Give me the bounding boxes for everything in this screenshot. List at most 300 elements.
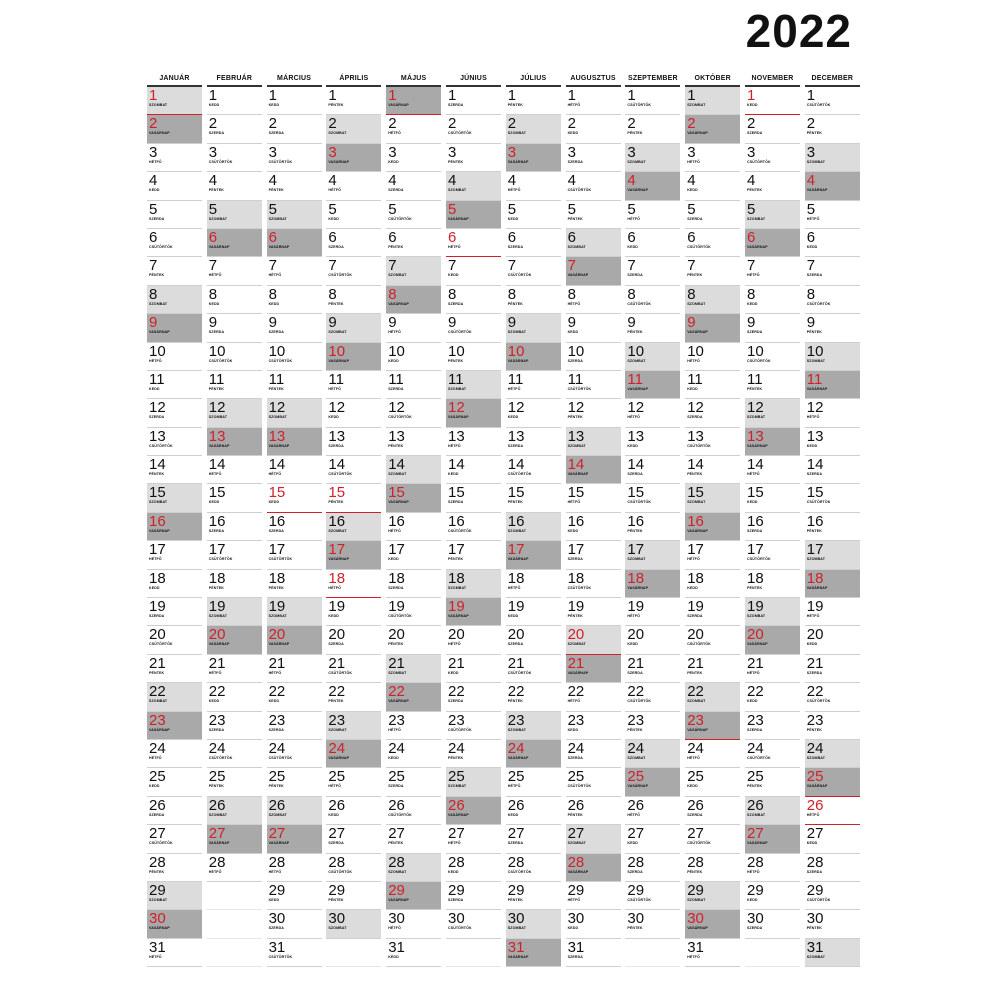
day-cell	[147, 314, 202, 342]
weekday-name: CSÜTÖRTÖK	[627, 897, 652, 902]
day-cell	[446, 484, 501, 512]
day-number: 18	[627, 569, 645, 587]
day-cell	[386, 939, 441, 967]
day-cell	[805, 910, 860, 938]
weekday-name: SZOMBAT	[328, 131, 347, 136]
weekday-name: PÉNTEK	[268, 585, 284, 590]
day-number: 24	[149, 739, 166, 757]
day-cell	[147, 939, 202, 967]
day-number: 8	[208, 285, 218, 303]
day-cell	[207, 854, 262, 882]
weekday-name: SZERDA	[328, 244, 344, 249]
day-number: 22	[567, 683, 585, 701]
weekday-name: SZOMBAT	[567, 642, 586, 647]
day-cell	[685, 683, 740, 711]
day-number: 18	[149, 569, 166, 587]
day-number: 5	[687, 200, 696, 218]
weekday-name: SZERDA	[149, 614, 165, 619]
weekday-name: VASÁRNAP	[448, 415, 469, 420]
day-cell	[805, 570, 860, 598]
day-number: 24	[687, 739, 704, 757]
weekday-name: HÉTFŐ	[328, 188, 342, 193]
day-number: 14	[268, 456, 286, 474]
day-number: 16	[328, 512, 346, 530]
day-cell	[625, 598, 680, 626]
day-number: 8	[448, 285, 457, 303]
weekday-name: KEDD	[149, 188, 160, 193]
day-number: 28	[507, 853, 525, 871]
weekday-name: SZOMBAT	[388, 670, 407, 675]
day-cell	[506, 172, 561, 200]
day-cell	[685, 825, 740, 853]
weekday-name: SZOMBAT	[149, 500, 168, 505]
day-cell	[506, 626, 561, 654]
weekday-name: KEDD	[627, 443, 638, 448]
day-cell	[386, 797, 441, 825]
weekday-name: PÉNTEK	[687, 273, 703, 278]
day-number: 28	[268, 853, 286, 871]
day-number: 22	[747, 683, 764, 701]
day-cell	[267, 541, 322, 569]
day-number: 10	[328, 342, 346, 360]
day-cell	[745, 456, 800, 484]
day-cell	[506, 570, 561, 598]
day-number: 20	[448, 626, 465, 644]
weekday-name: SZERDA	[567, 755, 583, 760]
day-cell	[326, 541, 381, 569]
day-cell	[267, 825, 322, 853]
day-cell	[805, 201, 860, 229]
weekday-name: CSÜTÖRTÖK	[388, 216, 412, 221]
day-number: 28	[328, 853, 346, 871]
day-cell	[805, 740, 860, 768]
weekday-name: PÉNTEK	[328, 500, 344, 505]
day-cell	[326, 626, 381, 654]
day-number: 7	[149, 257, 158, 275]
day-cell	[446, 683, 501, 711]
month-column	[207, 74, 262, 967]
day-cell	[625, 683, 680, 711]
day-cell	[566, 172, 621, 200]
day-number: 18	[806, 569, 824, 587]
day-number: 1	[747, 87, 756, 104]
weekday-name: KEDD	[806, 642, 818, 647]
day-cell	[446, 343, 501, 371]
day-cell	[506, 484, 561, 512]
day-number: 1	[567, 87, 576, 104]
day-number: 4	[747, 172, 756, 190]
day-cell	[207, 87, 262, 115]
day-number: 27	[687, 825, 704, 843]
day-cell	[446, 854, 501, 882]
weekday-name: VASÁRNAP	[687, 727, 708, 732]
day-cell	[326, 456, 381, 484]
day-number: 24	[448, 739, 465, 757]
weekday-name: SZERDA	[567, 954, 583, 959]
weekday-name: CSÜTÖRTÖK	[328, 869, 353, 874]
day-cell	[147, 513, 202, 541]
day-number: 13	[268, 427, 286, 445]
day-cell	[566, 740, 621, 768]
day-number: 4	[268, 172, 277, 190]
weekday-name: HÉTFŐ	[806, 812, 820, 817]
day-cell	[685, 797, 740, 825]
day-number: 2	[388, 115, 397, 133]
day-cell	[745, 343, 800, 371]
day-cell	[506, 882, 561, 910]
day-number: 17	[507, 541, 525, 559]
weekday-name: KEDD	[747, 500, 758, 505]
day-cell	[745, 87, 800, 115]
month-name: DECEMBER	[811, 75, 854, 82]
day-number: 5	[149, 200, 158, 218]
day-number: 5	[388, 200, 397, 218]
day-number: 10	[149, 342, 166, 360]
day-cell	[326, 683, 381, 711]
weekday-name: SZOMBAT	[507, 131, 526, 136]
day-cell	[805, 939, 860, 967]
day-number: 18	[268, 569, 286, 587]
day-cell	[326, 399, 381, 427]
day-number: 13	[448, 427, 465, 445]
day-number: 29	[747, 881, 764, 899]
day-cell	[625, 655, 680, 683]
weekday-name: KEDD	[507, 415, 519, 420]
day-number: 21	[328, 654, 346, 672]
day-cell	[685, 229, 740, 257]
day-number: 26	[806, 796, 824, 814]
day-number: 9	[687, 314, 696, 332]
weekday-name: PÉNTEK	[806, 528, 822, 533]
day-cell	[685, 144, 740, 172]
year-title: 2022	[745, 5, 852, 57]
day-cell	[685, 399, 740, 427]
weekday-name: VASÁRNAP	[806, 188, 828, 193]
weekday-name: VASÁRNAP	[806, 784, 828, 789]
day-cell	[267, 286, 322, 314]
day-cell	[267, 598, 322, 626]
day-number: 27	[149, 825, 166, 843]
day-cell	[386, 683, 441, 711]
weekday-name: KEDD	[627, 841, 638, 846]
day-number: 7	[567, 257, 576, 275]
day-cell	[267, 172, 322, 200]
day-number: 27	[627, 825, 645, 843]
day-cell	[506, 201, 561, 229]
day-number: 27	[507, 825, 525, 843]
day-number: 18	[208, 569, 226, 587]
day-cell	[386, 882, 441, 910]
weekday-name: SZERDA	[747, 131, 763, 136]
day-cell	[625, 144, 680, 172]
day-cell	[625, 399, 680, 427]
weekday-name: PÉNTEK	[448, 159, 464, 164]
weekday-name: CSÜTÖRTÖK	[268, 954, 293, 959]
weekday-name: KEDD	[687, 784, 698, 789]
day-number: 5	[627, 200, 636, 218]
weekday-name: CSÜTÖRTÖK	[448, 330, 472, 335]
day-cell	[446, 172, 501, 200]
day-cell	[805, 229, 860, 257]
weekday-name: PÉNTEK	[747, 784, 763, 789]
weekday-name: PÉNTEK	[747, 386, 763, 391]
day-number: 21	[627, 654, 645, 672]
day-cell	[566, 456, 621, 484]
weekday-name: CSÜTÖRTÖK	[806, 301, 831, 306]
day-number: 11	[149, 370, 165, 388]
day-number: 29	[448, 881, 465, 899]
day-number: 19	[328, 598, 346, 616]
day-cell	[207, 825, 262, 853]
weekday-name: VASÁRNAP	[507, 358, 529, 363]
day-number: 22	[507, 683, 525, 701]
day-cell	[267, 257, 322, 285]
day-cell	[386, 229, 441, 257]
day-cell	[207, 484, 262, 512]
day-cell	[685, 513, 740, 541]
day-number: 2	[687, 115, 696, 133]
weekday-name: VASÁRNAP	[149, 330, 170, 335]
weekday-name: PÉNTEK	[687, 869, 703, 874]
day-cell	[685, 257, 740, 285]
day-number: 9	[627, 314, 636, 332]
day-number: 15	[208, 484, 226, 502]
day-cell	[625, 201, 680, 229]
weekday-name: KEDD	[268, 301, 280, 306]
day-number: 26	[507, 796, 525, 814]
weekday-name: KEDD	[687, 585, 698, 590]
day-cell	[625, 343, 680, 371]
day-number: 15	[507, 484, 525, 502]
day-cell	[267, 626, 322, 654]
weekday-name: HÉTFŐ	[747, 670, 760, 675]
weekday-name: KEDD	[208, 103, 220, 107]
day-cell	[267, 484, 322, 512]
weekday-name: HÉTFŐ	[687, 755, 700, 760]
day-number: 17	[806, 541, 824, 559]
weekday-name: KEDD	[328, 216, 339, 221]
weekday-name: SZERDA	[448, 301, 464, 306]
day-cell	[745, 712, 800, 740]
day-number: 3	[149, 143, 158, 161]
day-cell	[566, 655, 621, 683]
weekday-name: KEDD	[747, 897, 758, 902]
weekday-name: CSÜTÖRTÖK	[747, 358, 771, 363]
day-number: 6	[687, 228, 696, 246]
weekday-name: KEDD	[388, 755, 399, 760]
weekday-name: SZERDA	[567, 159, 583, 164]
day-number: 11	[687, 370, 703, 388]
day-cell	[147, 541, 202, 569]
weekday-name: HÉTFŐ	[268, 273, 282, 278]
day-cell	[685, 541, 740, 569]
day-number: 19	[567, 598, 585, 616]
day-number: 5	[507, 200, 517, 218]
day-number: 5	[747, 200, 756, 218]
weekday-name: SZERDA	[687, 812, 703, 817]
weekday-name: HÉTFŐ	[507, 188, 521, 193]
weekday-name: SZERDA	[268, 528, 284, 533]
day-cell	[805, 115, 860, 143]
day-number: 18	[567, 569, 585, 587]
weekday-name: SZERDA	[388, 386, 404, 391]
weekday-name: KEDD	[567, 330, 579, 335]
day-cell	[685, 768, 740, 796]
month-name: ÁPRILIS	[339, 75, 369, 82]
weekday-name: PÉNTEK	[149, 273, 165, 278]
day-cell	[805, 456, 860, 484]
day-cell	[745, 229, 800, 257]
day-number: 20	[149, 626, 166, 644]
weekday-name: VASÁRNAP	[687, 528, 708, 533]
day-cell	[685, 655, 740, 683]
day-number: 25	[388, 768, 405, 786]
weekday-name: SZERDA	[328, 443, 344, 448]
day-cell	[506, 257, 561, 285]
weekday-name: PÉNTEK	[149, 472, 165, 477]
day-number: 20	[687, 626, 704, 644]
day-cell	[446, 513, 501, 541]
weekday-name: CSÜTÖRTÖK	[747, 159, 771, 164]
day-number: 15	[806, 484, 824, 502]
day-number: 1	[149, 87, 158, 104]
weekday-name: HÉTFŐ	[149, 159, 162, 164]
day-number: 14	[687, 456, 704, 474]
day-cell	[207, 399, 262, 427]
day-number: 11	[747, 370, 763, 388]
weekday-name: SZOMBAT	[448, 784, 467, 789]
weekday-name: KEDD	[567, 131, 579, 136]
month-name: FEBRUÁR	[216, 75, 253, 82]
weekday-name: CSÜTÖRTÖK	[806, 699, 831, 704]
day-number: 30	[149, 910, 166, 928]
day-number: 6	[208, 228, 218, 246]
day-cell	[566, 428, 621, 456]
day-number: 22	[388, 683, 405, 701]
day-number: 4	[328, 172, 337, 190]
day-cell	[745, 428, 800, 456]
day-number: 2	[268, 115, 277, 133]
weekday-name: HÉTFŐ	[208, 273, 222, 278]
weekday-name: SZOMBAT	[627, 755, 646, 760]
day-number: 10	[567, 342, 585, 360]
weekday-name: CSÜTÖRTÖK	[687, 642, 711, 647]
day-number: 3	[806, 143, 816, 161]
weekday-name: SZOMBAT	[747, 415, 766, 420]
day-number: 25	[567, 768, 585, 786]
weekday-name: CSÜTÖRTÖK	[149, 244, 173, 249]
day-cell	[207, 201, 262, 229]
day-cell	[147, 683, 202, 711]
weekday-name: KEDD	[448, 670, 459, 675]
day-number: 13	[627, 427, 645, 445]
weekday-name: PÉNTEK	[687, 472, 703, 477]
weekday-name: SZOMBAT	[507, 727, 526, 732]
day-cell	[625, 172, 680, 200]
day-cell	[566, 399, 621, 427]
weekday-name: SZERDA	[627, 472, 643, 477]
weekday-name: SZOMBAT	[687, 500, 706, 505]
weekday-name: SZOMBAT	[627, 159, 646, 164]
weekday-name: CSÜTÖRTÖK	[567, 386, 592, 391]
weekday-name: VASÁRNAP	[507, 557, 529, 562]
day-cell	[267, 229, 322, 257]
weekday-name: SZERDA	[149, 216, 165, 221]
day-number: 6	[388, 228, 397, 246]
weekday-name: KEDD	[328, 614, 339, 619]
weekday-name: SZOMBAT	[268, 216, 287, 221]
day-number: 31	[268, 938, 286, 956]
day-cell	[147, 712, 202, 740]
weekday-name: HÉTFŐ	[687, 557, 700, 562]
day-number: 23	[328, 711, 346, 729]
day-cell	[267, 768, 322, 796]
day-number: 3	[687, 143, 696, 161]
weekday-name: SZOMBAT	[268, 614, 287, 619]
day-number: 6	[268, 228, 277, 246]
day-number: 16	[149, 512, 166, 530]
day-number: 25	[208, 768, 226, 786]
day-number: 4	[149, 172, 158, 190]
weekday-name: CSÜTÖRTÖK	[627, 500, 652, 505]
day-cell	[267, 712, 322, 740]
day-cell	[147, 257, 202, 285]
day-number: 27	[388, 825, 405, 843]
day-cell	[745, 286, 800, 314]
day-cell	[386, 428, 441, 456]
day-cell	[506, 712, 561, 740]
day-cell	[566, 626, 621, 654]
day-number: 2	[507, 115, 517, 133]
weekday-name: CSÜTÖRTÖK	[149, 841, 173, 846]
weekday-name: KEDD	[268, 103, 280, 107]
weekday-name: CSÜTÖRTÖK	[328, 273, 353, 278]
day-number: 16	[268, 512, 286, 530]
day-cell	[207, 343, 262, 371]
weekday-name: KEDD	[208, 301, 220, 306]
day-cell	[506, 286, 561, 314]
day-number: 24	[328, 739, 346, 757]
weekday-name: SZOMBAT	[627, 358, 646, 363]
day-cell	[147, 144, 202, 172]
day-cell	[625, 626, 680, 654]
weekday-name: HÉTFŐ	[627, 216, 641, 221]
weekday-name: VASÁRNAP	[149, 131, 170, 136]
weekday-name: SZERDA	[268, 330, 284, 335]
day-number: 21	[507, 654, 525, 672]
weekday-name: HÉTFŐ	[806, 415, 820, 420]
day-number: 11	[268, 370, 285, 388]
weekday-name: PÉNTEK	[747, 188, 763, 193]
weekday-name: VASÁRNAP	[507, 954, 529, 959]
day-cell	[745, 910, 800, 938]
day-number: 3	[507, 143, 517, 161]
day-cell	[207, 172, 262, 200]
day-cell	[446, 598, 501, 626]
day-number: 14	[747, 456, 764, 474]
day-cell	[805, 371, 860, 399]
weekday-name: SZOMBAT	[507, 926, 526, 931]
weekday-name: HÉTFŐ	[149, 954, 162, 959]
weekday-name: HÉTFŐ	[328, 386, 342, 391]
day-cell	[685, 598, 740, 626]
day-number: 7	[806, 257, 816, 275]
weekday-name: HÉTFŐ	[567, 301, 581, 306]
day-cell	[566, 513, 621, 541]
day-cell	[207, 712, 262, 740]
day-cell	[267, 910, 322, 938]
day-number: 14	[328, 456, 346, 474]
